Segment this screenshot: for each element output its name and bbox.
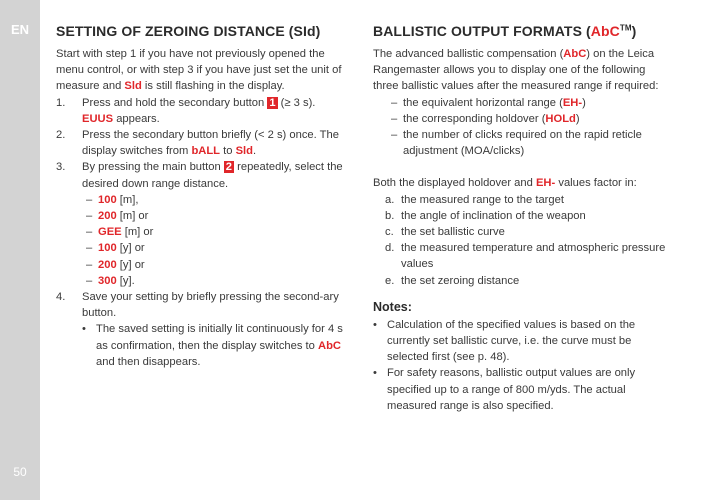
lcd-text: bALL <box>191 145 221 158</box>
list-item: – the corresponding holdover (HOLd) <box>391 112 580 125</box>
ballistic-intro: The advanced ballistic compensation (AbC) on the Leica Rangemaster allows you to display one of the following three ballistic values after the measured range if required: <box>373 48 659 93</box>
list-item: a. the measured range to the target <box>385 193 564 206</box>
list-item: – 100 [y] or <box>86 242 145 255</box>
save-note-list <box>82 321 348 370</box>
section-title-ballistic: BALLISTIC OUTPUT FORMATS (AbC™) <box>373 23 637 39</box>
button-2-icon: 2 <box>225 161 233 174</box>
list-item: • Calculation of the specified values is based on the currently set ballistic curve, i.e. the curve must be selected first (see p. 48). <box>373 318 636 364</box>
step-item: 2. Press the secondary button briefly (< 2 s) once. The display switches from bALL to Sld. <box>56 129 339 158</box>
list-item: – 100 [m], <box>86 193 139 206</box>
list-item: – 200 [y] or <box>86 258 145 271</box>
format-list <box>387 95 673 160</box>
factors-intro: Both the displayed holdover and EH- values factor in: <box>373 177 637 190</box>
list-item: e. the set zeroing distance <box>385 274 520 287</box>
list-item: – GEE [m] or <box>86 226 154 239</box>
factors-list <box>373 192 673 289</box>
list-item: – the equivalent horizontal range (EH-) <box>391 96 586 109</box>
step-item: 1. Press and hold the secondary button 1 (≥ 3 s). EUUS appears. <box>56 96 316 125</box>
lcd-text: Sld <box>235 145 253 158</box>
step-item: 4. Save your setting by briefly pressing the second-ary button. • The saved setting is initially lit continuously for 4 s as confirmation, then the display switches to AbC and then disappears. <box>56 289 348 370</box>
list-item: – 200 [m] or <box>86 210 149 223</box>
page-number: 50 <box>13 465 27 479</box>
list-item: b. the angle of inclination of the weapon <box>385 209 586 222</box>
button-1-icon: 1 <box>269 96 276 109</box>
left-column <box>56 22 348 370</box>
notes-list <box>373 317 673 414</box>
distance-list <box>82 192 348 289</box>
list-item: – 300 [y]. <box>86 274 135 287</box>
list-item: • For safety reasons, ballistic output values are only specified up to a range of 800 m/yds. The actual measured range is also specified. <box>373 367 636 412</box>
sidebar <box>0 0 40 500</box>
notes-title: Notes: <box>373 299 412 314</box>
lcd-text: EUUS <box>82 112 114 125</box>
zeroing-intro: Start with step 1 if you have not previously opened the menu control, or with step 3 if you have just set the unit of measure and Sld is still flashing in the display. <box>56 48 342 93</box>
list-item: d. the measured temperature and atmospheric pressure values <box>385 242 666 271</box>
right-column <box>373 22 673 414</box>
list-item: c. the set ballistic curve <box>385 226 505 239</box>
section-title-zeroing: SETTING OF ZEROING DISTANCE (SId) <box>56 23 321 39</box>
list-item: • The saved setting is initially lit continuously for 4 s as confirmation, then the display switches to AbC and then disappears. <box>82 323 343 368</box>
language-tab: EN <box>10 22 30 37</box>
step-item: 3. By pressing the main button 2 repeatedly, select the desired down range distance. – 100 [m], – 200 [m] or – GEE [m] or – 100 [y] or – 200 [y] or – 300 [y]. <box>56 159 348 289</box>
lcd-text: Sld <box>124 80 142 93</box>
list-item: – the number of clicks required on the rapid reticle adjustment (MOA/clicks) <box>391 129 642 158</box>
zeroing-steps <box>56 95 348 370</box>
